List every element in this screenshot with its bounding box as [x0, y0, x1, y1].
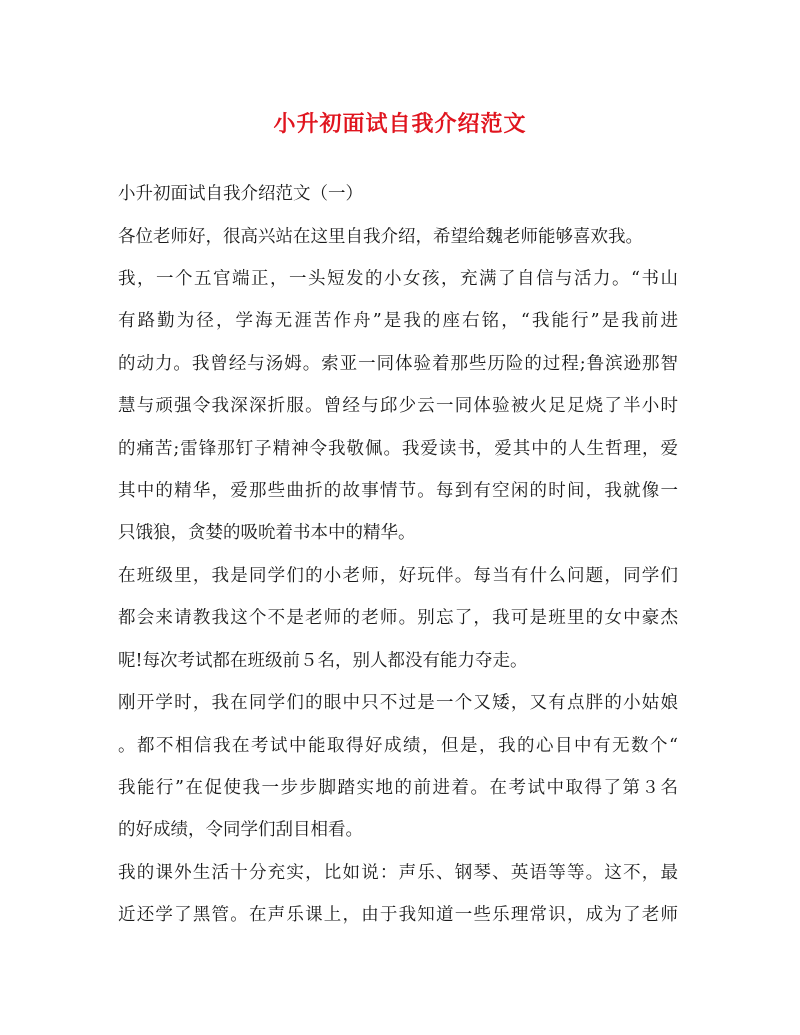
body-line: 慧与顽强令我深深折服。曾经与邱少云一同体验被火足足烧了半小时 — [118, 396, 678, 416]
body-line: 刚开学时，我在同学们的眼中只不过是一个又矮，又有点胖的小姑娘 — [118, 693, 678, 713]
body-line: 各位老师好，很高兴站在这里自我介绍，希望给魏老师能够喜欢我。 — [118, 227, 643, 247]
body-line: 的好成绩，令同学们刮目相看。 — [118, 820, 363, 840]
body-line: 在班级里，我是同学们的小老师，好玩伴。每当有什么问题，同学们 — [118, 566, 678, 586]
subtitle-line: 小升初面试自我介绍范文（一） — [118, 184, 363, 204]
body-line: 的痛苦;雷锋那钉子精神令我敬佩。我爱读书，爱其中的人生哲理，爱 — [118, 439, 678, 459]
body-line: 我的课外生活十分充实，比如说：声乐、钢琴、英语等等。这不，最 — [118, 863, 678, 883]
body-line: 只饿狼，贪婪的吸吮着书本中的精华。 — [118, 523, 416, 543]
body-line: 都会来请教我这个不是老师的老师。别忘了，我可是班里的女中豪杰 — [118, 608, 678, 628]
document-title: 小升初面试自我介绍范文 — [273, 111, 527, 137]
body-line: 的动力。我曾经与汤姆。索亚一同体验着那些历险的过程;鲁滨逊那智 — [118, 354, 678, 374]
body-line: 有路勤为径，学海无涯苦作舟”是我的座右铭，“我能行”是我前进 — [118, 311, 678, 331]
body-line: 我能行”在促使我一步步脚踏实地的前进着。在考试中取得了第３名 — [118, 778, 678, 798]
body-line: 呢!每次考试都在班级前５名，别人都没有能力夺走。 — [118, 651, 528, 671]
body-line: 。都不相信我在考试中能取得好成绩，但是，我的心目中有无数个“ — [118, 736, 678, 756]
body-line: 其中的精华，爱那些曲折的故事情节。每到有空闲的时间，我就像一 — [118, 481, 678, 501]
body-line: 我，一个五官端正，一头短发的小女孩，充满了自信与活力。“书山 — [118, 269, 678, 289]
body-line: 近还学了黑管。在声乐课上，由于我知道一些乐理常识，成为了老师 — [118, 905, 678, 925]
